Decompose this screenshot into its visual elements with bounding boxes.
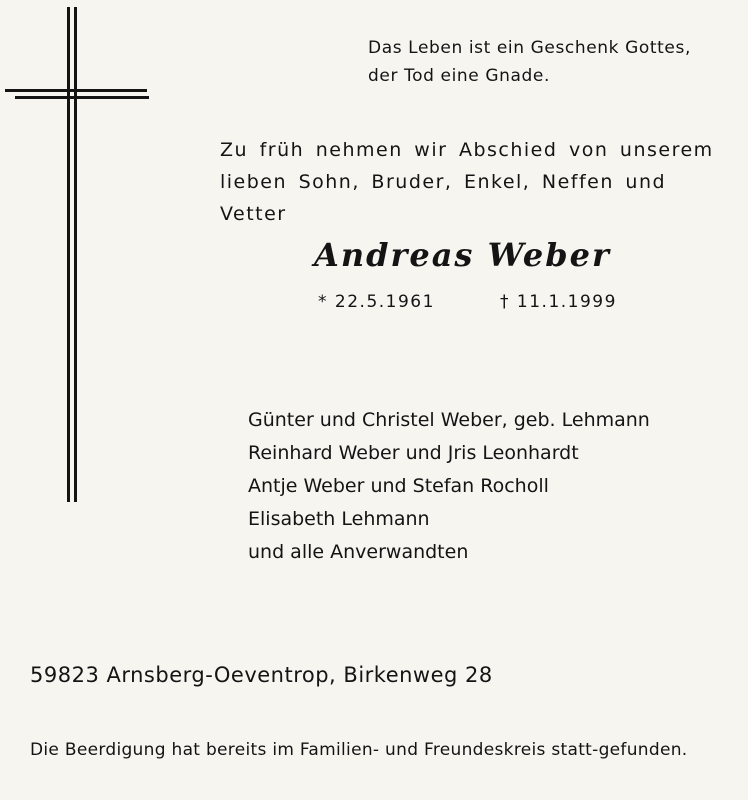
motto-line-1: Das Leben ist ein Geschenk Gottes, (368, 38, 691, 58)
mourners-list (248, 404, 743, 569)
mourner-line: und alle Anverwandten (248, 541, 469, 563)
motto-quote (368, 34, 738, 90)
farewell-text: Zu früh nehmen wir Abschied von unserem lieben Sohn, Bruder, Enkel, Neffen und Vetter (220, 139, 714, 225)
deceased-name: Andreas Weber (314, 236, 611, 274)
mourner-line: Günter und Christel Weber, geb. Lehmann (248, 409, 650, 431)
death-date: † 11.1.1999 (500, 292, 617, 312)
motto-line-2: der Tod eine Gnade. (368, 66, 550, 86)
mourner-line: Reinhard Weber und Jris Leonhardt (248, 442, 579, 464)
family-address: 59823 Arnsberg-Oeventrop, Birkenweg 28 (30, 663, 493, 687)
funeral-note: Die Beerdigung hat bereits im Familien- und Freundeskreis statt-gefunden. (30, 740, 688, 760)
cross-icon (0, 0, 160, 510)
mourner-line: Elisabeth Lehmann (248, 508, 430, 530)
birth-date: * 22.5.1961 (318, 292, 435, 312)
mourner-line: Antje Weber und Stefan Rocholl (248, 475, 549, 497)
